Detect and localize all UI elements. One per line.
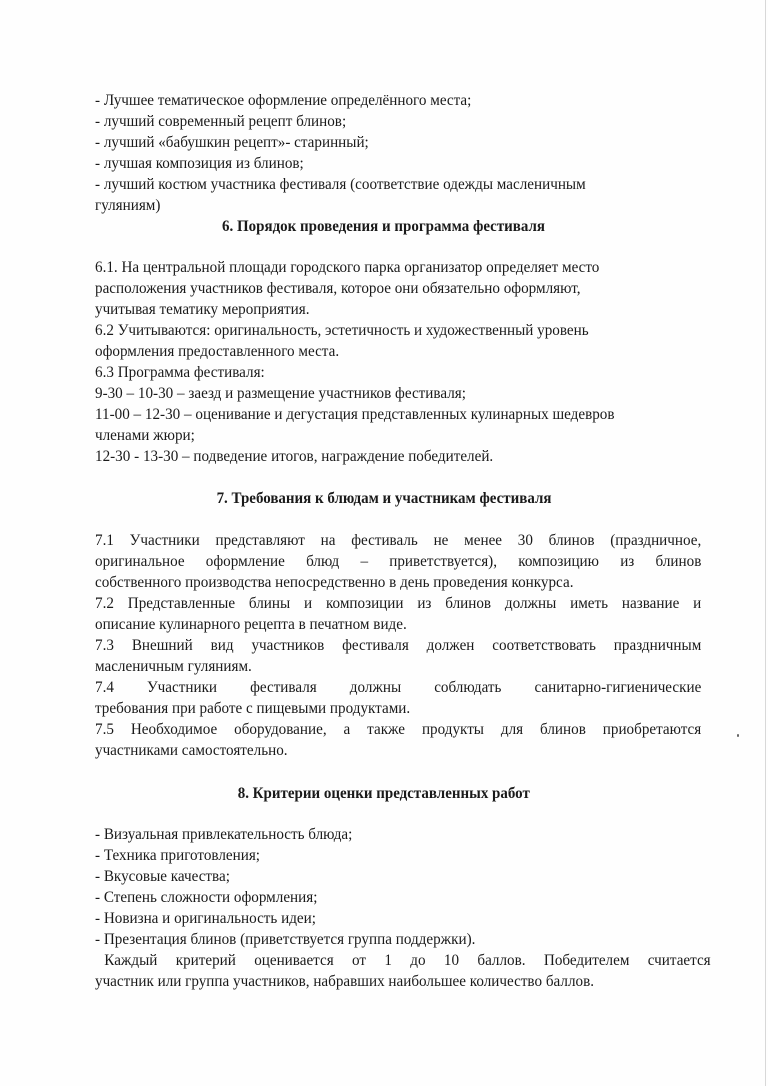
word: приветствуется), [389,551,498,570]
section-7-line: масленичным гуляниям. [95,656,252,675]
word: блинов [548,530,595,549]
section-8-heading: 8. Критерии оценки представленных работ [237,783,531,802]
criteria-item: - Степень сложности оформления; [95,887,318,906]
word: композиции [325,593,404,612]
word: – [360,551,369,570]
word: должны [504,593,557,612]
word: 10 [443,950,460,969]
word: оценивается [254,950,334,969]
word: 7.4 [95,677,114,696]
word: представляют [215,530,305,549]
word: критерий [175,950,236,969]
criteria-item: - Визуальная привлекательность блюда; [95,824,353,843]
word: Внешний [131,635,193,654]
word: Участники [146,677,218,696]
word: до [410,950,426,969]
word: на [320,530,336,549]
word: Каждый [104,950,158,969]
section-7-heading: 7. Требования к блюдам и участникам фестиваля [216,488,552,507]
word: 7.5 [95,719,114,738]
section-6-heading: 6. Порядок проведения и программа фестиваля [222,216,546,235]
section-7-line [95,529,701,550]
intro-item: гуляниям) [95,195,161,214]
criteria-item: - Вкусовые качества; [95,866,230,885]
word: из [620,551,635,570]
section-6-line: расположения участников фестиваля, которое они обязательно оформляют, [95,278,581,297]
section-7-line: описание кулинарного рецепта в печатном виде. [95,614,407,633]
word: участников [251,635,325,654]
scan-speck [737,734,739,737]
scoring-rule-line: участник или группа участников, набравших наибольшее количество баллов. [95,971,595,990]
word: санитарно-гигиенические [534,677,702,696]
word: оформление [205,551,285,570]
criteria-item: - Новизна и оригинальность идеи; [95,908,316,927]
word: 7.2 [95,593,114,612]
section-6-line: 6.3 Программа фестиваля: [95,362,265,381]
word: должен [426,635,475,654]
word: Необходимое [130,719,218,738]
section-6-line: 12-30 - 13-30 – подведение итогов, награждение победителей. [95,446,494,465]
word: вид [210,635,234,654]
word: фестиваля [250,677,317,696]
word: Участники [129,530,200,549]
word: 7.1 [95,530,114,549]
section-7-line: требования при работе с пищевыми продуктами. [95,698,411,717]
word: оборудование, [234,719,327,738]
page-edge [765,0,766,1086]
word: также [367,719,406,738]
word: композицию [518,551,599,570]
word: фестиваль [351,530,418,549]
intro-item: - лучший костюм участника фестиваля (соответствие одежды масленичным [95,174,586,193]
word: блинов [655,551,702,570]
section-6-line: учитывая тематику мероприятия. [95,299,310,318]
word: 30 [517,530,533,549]
scoring-rule-line [95,949,711,970]
word: продукты [421,719,484,738]
section-6-line: 11-00 – 12-30 – оценивание и дегустация представленных кулинарных шедевров [95,404,615,423]
word: фестиваля [342,635,409,654]
word: Представленные [127,593,236,612]
section-7-line [95,718,701,739]
word: и [693,593,702,612]
word: и [304,593,313,612]
word: не [433,530,449,549]
word: иметь [570,593,609,612]
section-7-line [95,676,701,697]
intro-item: - Лучшее тематическое оформление определённого места; [95,90,472,109]
section-7-line: собственного производства непосредственно в день проведения конкурса. [95,572,574,591]
word: оригинальное [95,551,185,570]
section-6-line: 9-30 – 10-30 – заезд и размещение участников фестиваля; [95,383,466,402]
section-6-line: 6.2 Учитываются: оригинальность, эстетичность и художественный уровень [95,320,589,339]
word: баллов. [477,950,526,969]
criteria-item: - Техника приготовления; [95,845,261,864]
word: считается [647,950,711,969]
word: Победителем [543,950,630,969]
intro-item: - лучший «бабушкин рецепт»- старинный; [95,132,369,151]
word: блюд [306,551,340,570]
word: а [343,719,351,738]
word: 1 [384,950,392,969]
section-7-line [95,592,701,613]
word: праздничным [613,635,702,654]
word: блины [248,593,291,612]
word: соблюдать [434,677,502,696]
section-7-line [95,634,701,655]
word: (праздничное, [610,530,702,549]
word: приобретаются [602,719,702,738]
word: должны [349,677,402,696]
word: от [352,950,367,969]
word: 7.3 [95,635,114,654]
word: для [500,719,524,738]
intro-item: - лучший современный рецепт блинов; [95,111,347,130]
criteria-item: - Презентация блинов (приветствуется группа поддержки). [95,929,476,948]
word: блинов [445,593,492,612]
word: название [621,593,680,612]
section-7-line: участниками самостоятельно. [95,740,288,759]
section-6-line: оформления предоставленного места. [95,341,340,360]
intro-item: - лучшая композиция из блинов; [95,153,304,172]
section-6-line: 6.1. На центральной площади городского парка организатор определяет место [95,257,600,276]
word: из [417,593,432,612]
word: менее [464,530,503,549]
section-6-line: членами жюри; [95,425,195,444]
word: соответствовать [492,635,596,654]
word: блинов [540,719,586,738]
section-7-line [95,550,701,571]
